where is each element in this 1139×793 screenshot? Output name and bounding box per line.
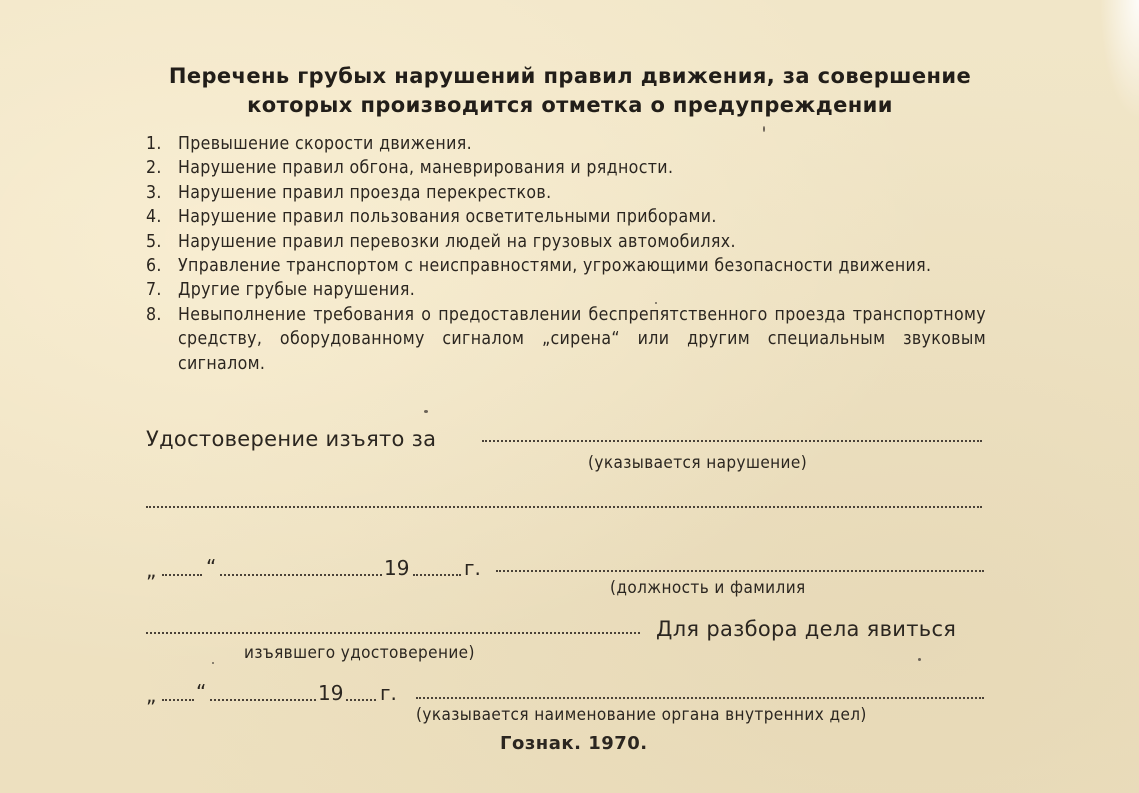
officer-name-field[interactable] — [496, 570, 984, 572]
paper-speck — [424, 410, 428, 413]
printer-imprint: Гознак. 1970. — [500, 733, 648, 754]
appear-date-open-quote: „ — [146, 683, 157, 707]
date-open-quote: „ — [146, 558, 157, 582]
document-title — [120, 62, 1020, 120]
withdrawn-reason-field-continued[interactable] — [146, 506, 982, 508]
officer-hint-part-1: (должность и фамилия — [610, 578, 806, 598]
violation-item — [146, 254, 986, 278]
paper-speck — [212, 662, 214, 664]
appear-label: Для разбора дела явиться — [656, 617, 957, 641]
date-year-field[interactable] — [413, 574, 461, 576]
withdrawn-reason-field[interactable] — [482, 440, 982, 442]
withdrawn-hint: (указывается нарушение) — [588, 453, 808, 473]
title-line-2: которых производится отметка о предупреждении — [247, 93, 893, 117]
date-year-suffix: г. — [464, 556, 481, 580]
violation-item — [146, 278, 986, 302]
date-close-quote: “ — [206, 555, 217, 579]
appear-date-day-field[interactable] — [162, 699, 194, 701]
violation-text: Нарушение правил обгона, маневрирования и рядности. — [178, 158, 674, 179]
violation-text: Невыполнение требования о предоставлении беспрепятственного проезда транспортному средству, оборудованному сигналом „сирена“ или другим специальным звуковым сигналом. — [178, 304, 986, 374]
agency-name-field[interactable] — [416, 697, 984, 699]
violation-item — [146, 181, 986, 205]
appear-date-year-suffix: г. — [380, 681, 397, 705]
violation-text: Нарушение правил проезда перекрестков. — [178, 182, 552, 203]
violation-item — [146, 230, 986, 254]
paper-speck — [918, 658, 921, 661]
appear-date-year-field[interactable] — [346, 699, 376, 701]
violation-number: 8. — [146, 304, 162, 325]
violation-number: 6. — [146, 256, 162, 277]
violation-item — [146, 156, 986, 180]
violation-item — [146, 205, 986, 229]
paper-speck — [763, 126, 765, 132]
officer-hint-part-2: изъявшего удостоверение) — [244, 643, 475, 663]
agency-hint: (указывается наименование органа внутренних дел) — [416, 705, 867, 725]
violation-number: 3. — [146, 182, 162, 203]
violation-text: Превышение скорости движения. — [178, 134, 472, 154]
violation-number: 2. — [146, 158, 162, 179]
withdrawn-label: Удостоверение изъято за — [146, 427, 437, 451]
date-month-field[interactable] — [220, 574, 382, 576]
date-day-field[interactable] — [162, 574, 202, 576]
violations-list — [146, 132, 986, 376]
appear-date-year-prefix: 19 — [318, 681, 344, 705]
violation-number: 5. — [146, 231, 162, 252]
paper-speck — [655, 302, 657, 304]
appear-date-month-field[interactable] — [210, 699, 316, 701]
violation-number: 4. — [146, 207, 162, 228]
appear-date-close-quote: “ — [196, 680, 207, 704]
violation-item — [146, 303, 986, 376]
violation-text: Управление транспортом с неисправностями, угрожающими безопасности движения. — [178, 256, 932, 277]
violation-number: 7. — [146, 280, 162, 301]
violation-item — [146, 132, 986, 156]
title-line-1: Перечень грубых нарушений правил движения, за совершение — [168, 64, 972, 88]
violation-text: Нарушение правил перевозки людей на грузовых автомобилях. — [178, 231, 736, 252]
officer-name-field-continued[interactable] — [146, 632, 640, 634]
violation-number: 1. — [146, 134, 162, 154]
paper-corner-highlight — [1099, 0, 1139, 120]
date-year-prefix: 19 — [384, 556, 410, 580]
violation-text: Нарушение правил пользования осветительными приборами. — [178, 207, 717, 228]
violation-text: Другие грубые нарушения. — [178, 280, 416, 301]
